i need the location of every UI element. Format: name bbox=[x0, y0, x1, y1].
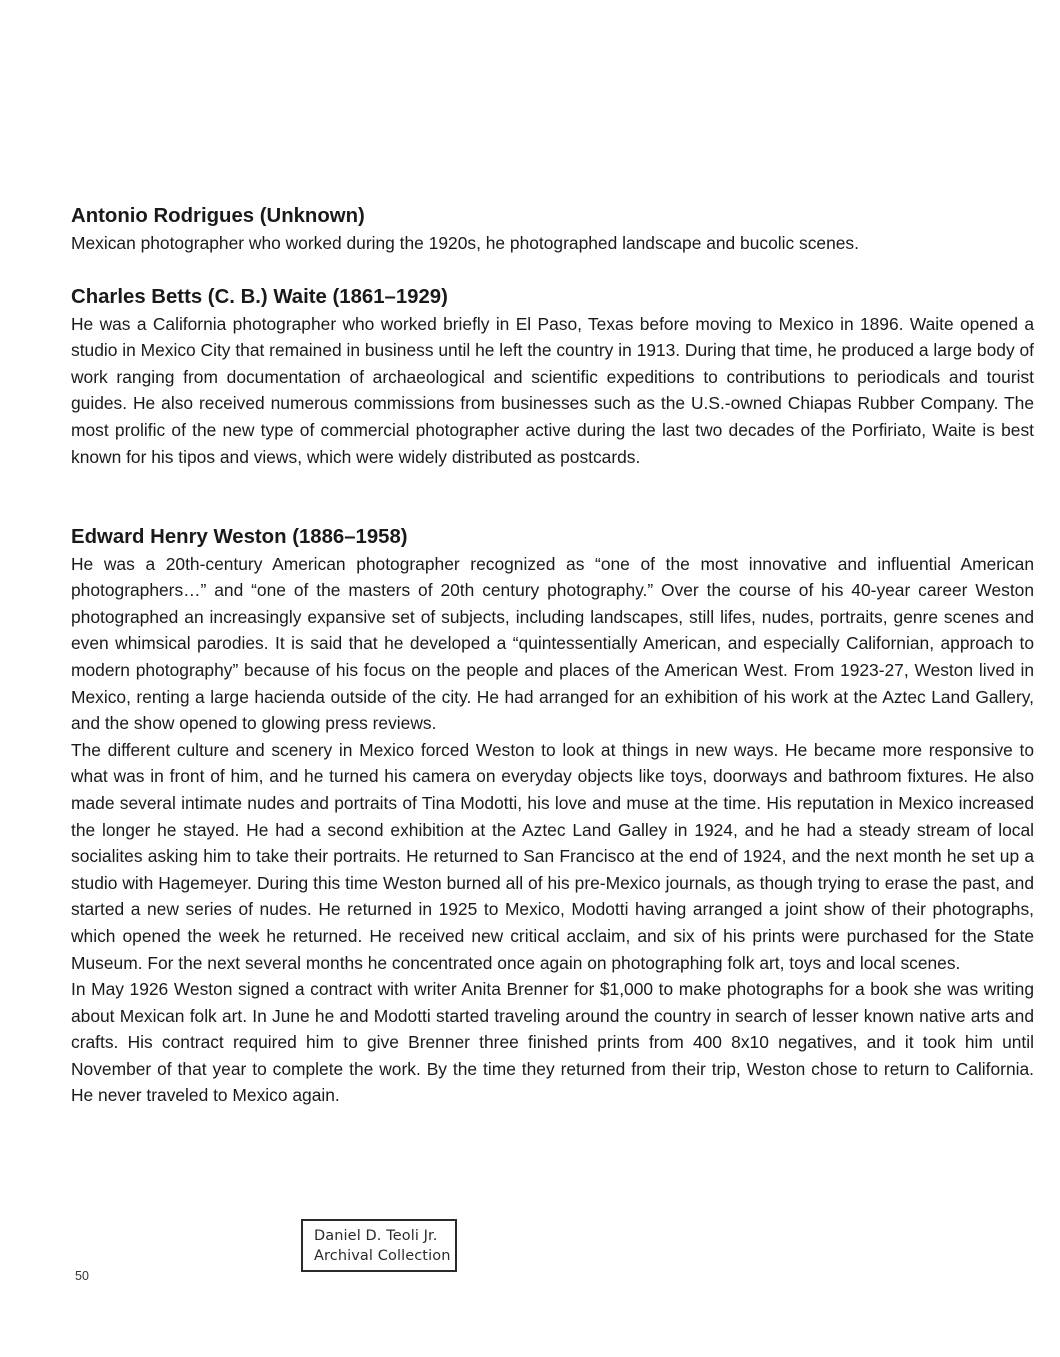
archival-collection-stamp bbox=[301, 1219, 457, 1272]
entry-antonio-rodrigues bbox=[71, 203, 1034, 256]
entry-title: Charles Betts (C. B.) Waite (1861–1929) bbox=[71, 286, 448, 308]
entry-body bbox=[71, 311, 1034, 471]
entry-paragraph: The different culture and scenery in Mexico forced Weston to look at things in new ways. He became more responsive to what was in front of him, and he turned his camera on everyday objects like toys, doorways and bathroom fixtures. He also made several intimate nudes and portraits of Tina Modotti, his love and muse at the time. His reputation in Mexico increased the longer he stayed. He had a second exhibition at the Aztec Land Galley in 1924, and he had a steady stream of local socialites asking him to take their portraits. He returned to San Francisco at the end of 1924, and the next month he set up a studio with Hagemeyer. During this time Weston burned all of his pre-Mexico journals, as though trying to erase the past, and started a new series of nudes. He returned in 1925 to Mexico, Modotti having arranged a joint show of their photographs, which opened the week he returned. He received new critical acclaim, and six of his prints were purchased for the State Museum. For the next several months he concentrated once again on photographing folk art, toys and local scenes. bbox=[71, 739, 1034, 973]
entry-paragraph: Mexican photographer who worked during the 1920s, he photographed landscape and bucolic scenes. bbox=[71, 232, 859, 253]
entry-title: Edward Henry Weston (1886–1958) bbox=[71, 526, 408, 548]
entry-edward-henry-weston bbox=[71, 524, 1034, 1109]
entry-body bbox=[71, 230, 1034, 257]
entry-title: Antonio Rodrigues (Unknown) bbox=[71, 205, 365, 227]
entry-paragraph: He was a California photographer who worked briefly in El Paso, Texas before moving to Mexico in 1896. Waite opened a studio in Mexico City that remained in business until he left the country in 1913. During that time, he produced a large body of work ranging from documentation of archaeological and scientific expeditions to contributions to periodicals and tourist guides. He also received numerous commissions from businesses such as the U.S.-owned Chiapas Rubber Company. The most prolific of the new type of commercial photographer active during the last two decades of the Porfiriato, Waite is best known for his tipos and views, which were widely distributed as postcards. bbox=[71, 313, 1034, 467]
entry-charles-betts-waite bbox=[71, 284, 1034, 470]
entry-body bbox=[71, 551, 1034, 1109]
entry-paragraph: He was a 20th-century American photographer recognized as “one of the most innovative and influential American photographers…” and “one of the masters of 20th century photography.” Over the course of his 40-year career Weston photographed an increasingly expansive set of subjects, including landscapes, still lifes, nudes, portraits, genre scenes and even whimsical parodies. It is said that he developed a “quintessentially American, and especially Californian, approach to modern photography” because of his focus on the people and places of the American West. From 1923-27, Weston lived in Mexico, renting a large hacienda outside of the city. He had arranged for an exhibition of his work at the Aztec Land Gallery, and the show opened to glowing press reviews. bbox=[71, 553, 1034, 734]
page-number: 50 bbox=[75, 1269, 89, 1283]
entry-paragraph: In May 1926 Weston signed a contract with writer Anita Brenner for $1,000 to make photographs for a book she was writing about Mexican folk art. In June he and Modotti started traveling around the country in search of lesser known native arts and crafts. His contract required him to give Brenner three finished prints from 400 8x10 negatives, and it took him until November of that year to complete the work. By the time they returned from their trip, Weston chose to return to California. He never traveled to Mexico again. bbox=[71, 979, 1034, 1106]
stamp-line: Daniel D. Teoli Jr. bbox=[314, 1228, 438, 1244]
stamp-line: Archival Collection bbox=[314, 1248, 451, 1264]
